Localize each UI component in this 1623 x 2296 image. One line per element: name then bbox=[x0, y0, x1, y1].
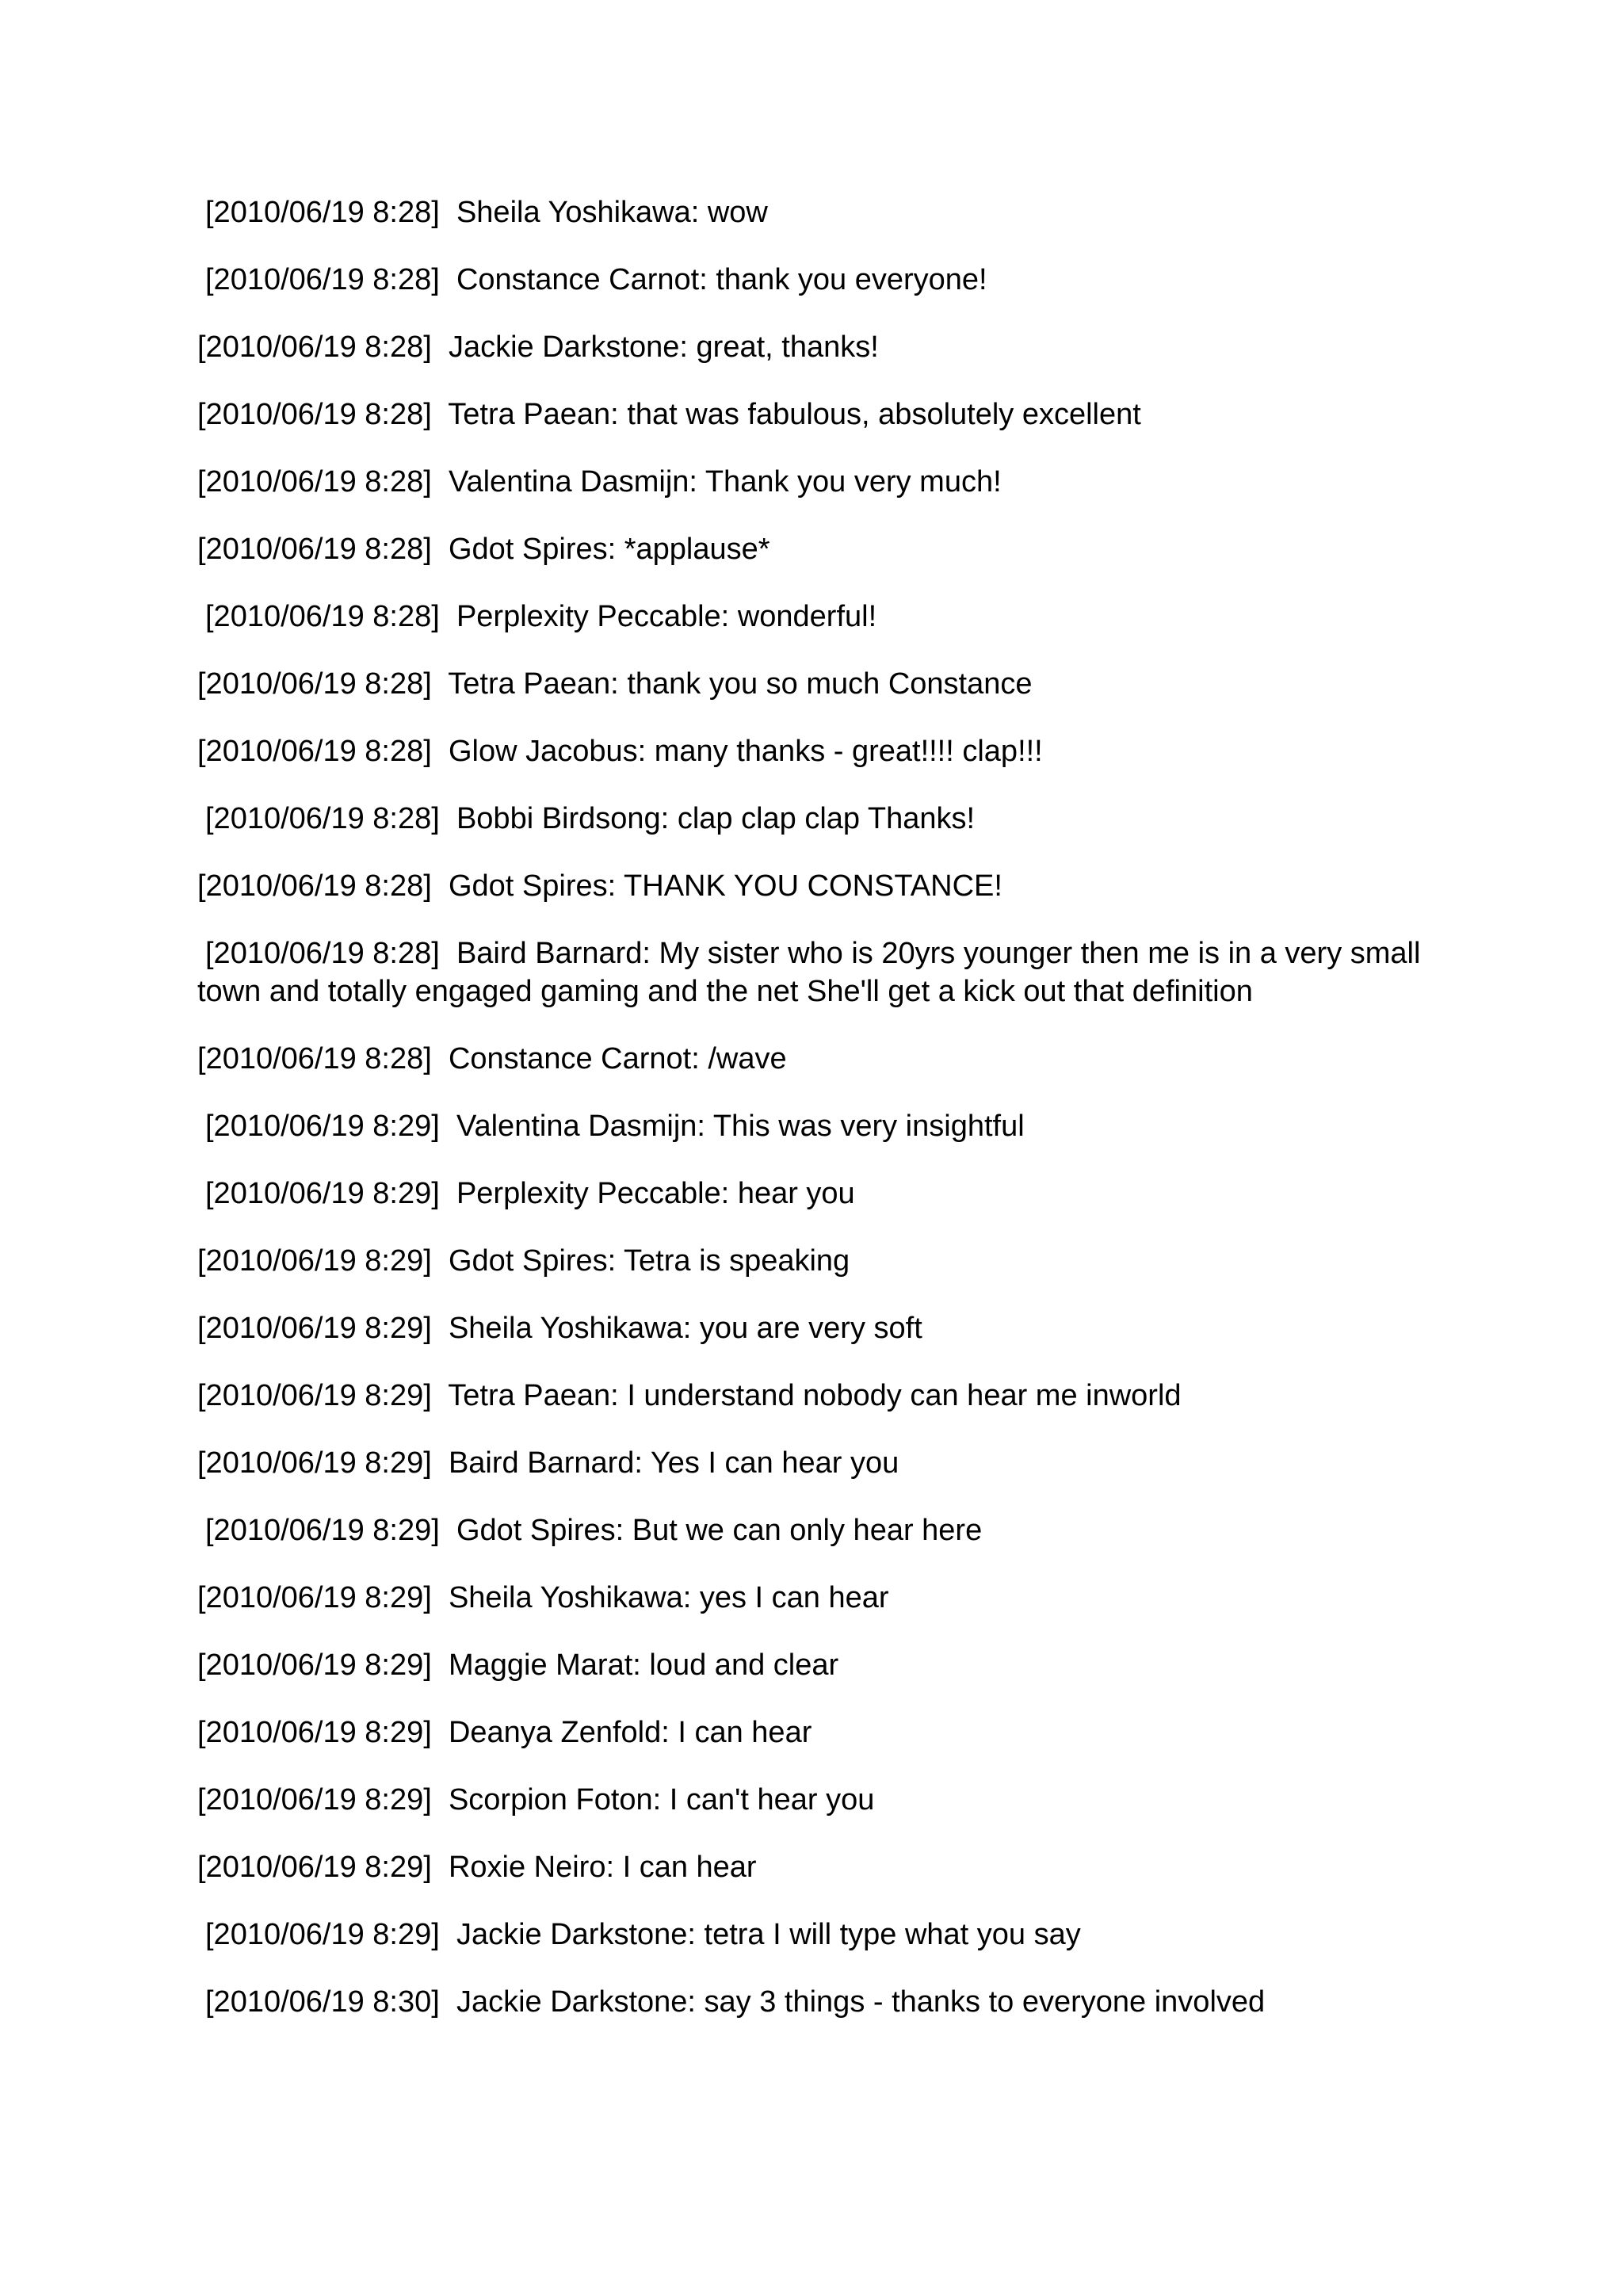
entry-message: wonderful! bbox=[737, 600, 877, 633]
entry-message: My sister who is 20yrs younger then me is in a very small town and totally engaged gaming and the net She'll get a kick out that definition bbox=[197, 937, 1429, 1008]
chat-entry bbox=[197, 1040, 1457, 1078]
entry-message: hear you bbox=[737, 1177, 855, 1210]
chat-entry bbox=[197, 193, 1457, 231]
entry-speaker: Tetra Paean: bbox=[448, 398, 619, 431]
entry-message: clap clap clap Thanks! bbox=[677, 802, 976, 835]
entry-speaker: Valentina Dasmijn: bbox=[456, 1110, 705, 1143]
entry-timestamp: [2010/06/19 8:29] bbox=[205, 1110, 440, 1143]
entry-timestamp: [2010/06/19 8:29] bbox=[197, 1581, 432, 1614]
entry-message: Yes I can hear you bbox=[650, 1446, 899, 1480]
chat-entry bbox=[197, 530, 1457, 568]
chat-entry bbox=[197, 463, 1457, 501]
entry-timestamp: [2010/06/19 8:29] bbox=[197, 1783, 432, 1817]
chat-entry bbox=[197, 1781, 1457, 1819]
entry-message: This was very insightful bbox=[712, 1110, 1025, 1143]
entry-timestamp: [2010/06/19 8:29] bbox=[205, 1514, 440, 1547]
entry-speaker: Baird Barnard: bbox=[456, 937, 651, 970]
chat-entry bbox=[197, 1175, 1457, 1213]
entry-message: I can't hear you bbox=[669, 1783, 875, 1817]
entry-speaker: Scorpion Foton: bbox=[448, 1783, 662, 1817]
chat-entry bbox=[197, 1377, 1457, 1415]
entry-speaker: Jackie Darkstone: bbox=[456, 1918, 696, 1951]
chat-entry bbox=[197, 732, 1457, 770]
entry-speaker: Perplexity Peccable: bbox=[456, 600, 730, 633]
entry-timestamp: [2010/06/19 8:29] bbox=[197, 1379, 432, 1412]
chat-entry bbox=[197, 1511, 1457, 1549]
entry-timestamp: [2010/06/19 8:28] bbox=[205, 802, 440, 835]
entry-speaker: Gdot Spires: bbox=[448, 869, 617, 903]
chat-entry bbox=[197, 1309, 1457, 1347]
entry-speaker: Maggie Marat: bbox=[448, 1648, 641, 1682]
entry-timestamp: [2010/06/19 8:29] bbox=[197, 1648, 432, 1682]
chat-transcript bbox=[197, 193, 1457, 2050]
entry-speaker: Gdot Spires: bbox=[448, 1244, 617, 1278]
entry-speaker: Perplexity Peccable: bbox=[456, 1177, 730, 1210]
entry-timestamp: [2010/06/19 8:29] bbox=[197, 1312, 432, 1345]
entry-message: I can hear bbox=[622, 1851, 757, 1884]
chat-entry bbox=[197, 867, 1457, 905]
entry-message: I can hear bbox=[678, 1716, 812, 1749]
entry-speaker: Sheila Yoshikawa: bbox=[448, 1312, 692, 1345]
entry-timestamp: [2010/06/19 8:28] bbox=[205, 937, 440, 970]
entry-timestamp: [2010/06/19 8:28] bbox=[197, 735, 432, 768]
entry-speaker: Tetra Paean: bbox=[448, 667, 619, 701]
entry-timestamp: [2010/06/19 8:29] bbox=[205, 1918, 440, 1951]
entry-timestamp: [2010/06/19 8:29] bbox=[205, 1177, 440, 1210]
entry-timestamp: [2010/06/19 8:29] bbox=[197, 1716, 432, 1749]
entry-speaker: Constance Carnot: bbox=[456, 263, 708, 296]
entry-message: /wave bbox=[708, 1042, 787, 1075]
chat-entry bbox=[197, 1713, 1457, 1752]
entry-timestamp: [2010/06/19 8:28] bbox=[197, 1042, 432, 1075]
entry-speaker: Gdot Spires: bbox=[456, 1514, 624, 1547]
entry-speaker: Glow Jacobus: bbox=[448, 735, 647, 768]
chat-entry bbox=[197, 395, 1457, 434]
entry-timestamp: [2010/06/19 8:28] bbox=[197, 398, 432, 431]
entry-speaker: Deanya Zenfold: bbox=[448, 1716, 670, 1749]
entry-message: you are very soft bbox=[699, 1312, 922, 1345]
chat-entry bbox=[197, 1444, 1457, 1482]
entry-speaker: Baird Barnard: bbox=[448, 1446, 643, 1480]
chat-entry bbox=[197, 800, 1457, 838]
entry-speaker: Bobbi Birdsong: bbox=[456, 802, 670, 835]
entry-speaker: Jackie Darkstone: bbox=[456, 1985, 696, 2019]
entry-speaker: Sheila Yoshikawa: bbox=[448, 1581, 692, 1614]
entry-speaker: Roxie Neiro: bbox=[448, 1851, 615, 1884]
chat-entry bbox=[197, 1107, 1457, 1145]
chat-entry bbox=[197, 328, 1457, 366]
entry-message: say 3 things - thanks to everyone involved bbox=[704, 1985, 1266, 2019]
entry-message: thank you everyone! bbox=[716, 263, 987, 296]
chat-entry bbox=[197, 261, 1457, 299]
entry-speaker: Sheila Yoshikawa: bbox=[456, 196, 700, 229]
entry-message: Thank you very much! bbox=[705, 465, 1002, 499]
chat-entry bbox=[197, 1579, 1457, 1617]
entry-speaker: Constance Carnot: bbox=[448, 1042, 700, 1075]
chat-entry bbox=[197, 1916, 1457, 1954]
entry-timestamp: [2010/06/19 8:29] bbox=[197, 1851, 432, 1884]
entry-speaker: Tetra Paean: bbox=[448, 1379, 619, 1412]
chat-entry bbox=[197, 1242, 1457, 1280]
entry-timestamp: [2010/06/19 8:29] bbox=[197, 1244, 432, 1278]
entry-message: wow bbox=[707, 196, 768, 229]
entry-timestamp: [2010/06/19 8:28] bbox=[197, 465, 432, 499]
entry-message: yes I can hear bbox=[699, 1581, 889, 1614]
entry-message: *applause* bbox=[624, 533, 770, 566]
entry-speaker: Gdot Spires: bbox=[448, 533, 617, 566]
chat-entry bbox=[197, 1848, 1457, 1886]
entry-message: I understand nobody can hear me inworld bbox=[627, 1379, 1182, 1412]
entry-message: tetra I will type what you say bbox=[704, 1918, 1081, 1951]
entry-timestamp: [2010/06/19 8:28] bbox=[197, 533, 432, 566]
entry-timestamp: [2010/06/19 8:28] bbox=[205, 196, 440, 229]
entry-message: But we can only hear here bbox=[632, 1514, 983, 1547]
entry-message: THANK YOU CONSTANCE! bbox=[624, 869, 1002, 903]
entry-timestamp: [2010/06/19 8:28] bbox=[197, 330, 432, 364]
entry-message: loud and clear bbox=[649, 1648, 839, 1682]
chat-entry bbox=[197, 665, 1457, 703]
entry-timestamp: [2010/06/19 8:29] bbox=[197, 1446, 432, 1480]
chat-entry bbox=[197, 598, 1457, 636]
chat-entry bbox=[197, 1983, 1457, 2021]
entry-message: great, thanks! bbox=[696, 330, 879, 364]
entry-speaker: Valentina Dasmijn: bbox=[448, 465, 697, 499]
entry-timestamp: [2010/06/19 8:28] bbox=[197, 869, 432, 903]
entry-timestamp: [2010/06/19 8:28] bbox=[205, 263, 440, 296]
entry-message: Tetra is speaking bbox=[624, 1244, 850, 1278]
chat-entry bbox=[197, 1646, 1457, 1684]
entry-timestamp: [2010/06/19 8:28] bbox=[197, 667, 432, 701]
entry-message: many thanks - great!!!! clap!!! bbox=[654, 735, 1043, 768]
entry-message: that was fabulous, absolutely excellent bbox=[627, 398, 1141, 431]
chat-entry bbox=[197, 934, 1457, 1010]
entry-timestamp: [2010/06/19 8:30] bbox=[205, 1985, 440, 2019]
entry-speaker: Jackie Darkstone: bbox=[448, 330, 688, 364]
entry-timestamp: [2010/06/19 8:28] bbox=[205, 600, 440, 633]
entry-message: thank you so much Constance bbox=[627, 667, 1033, 701]
